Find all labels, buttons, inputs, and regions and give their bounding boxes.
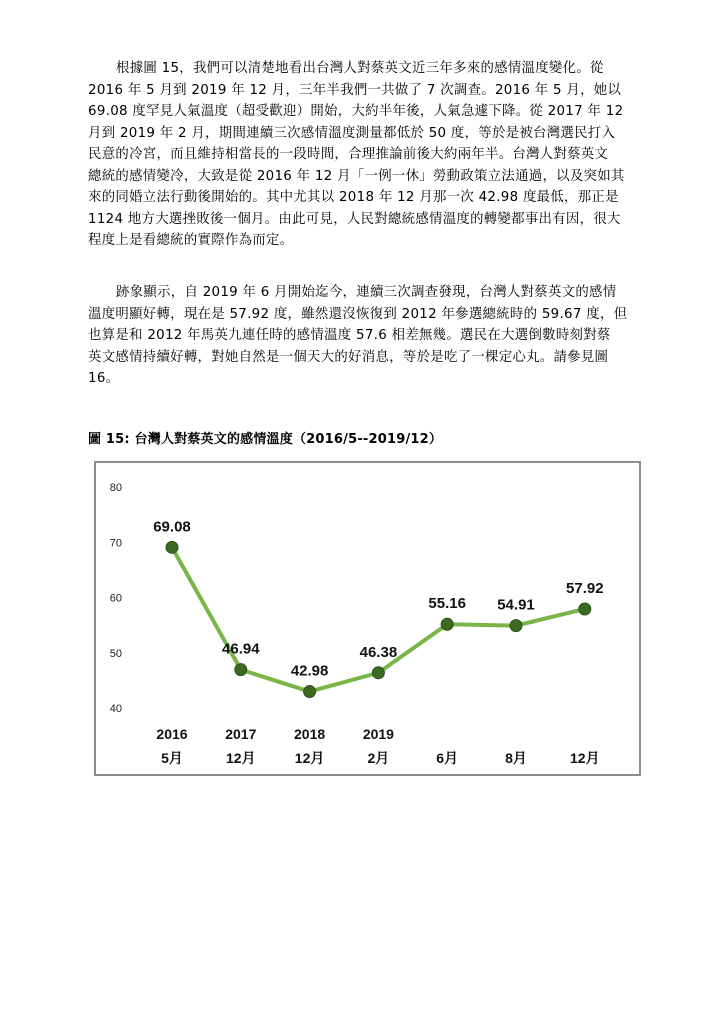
- data-point: [235, 664, 247, 676]
- line-chart: [96, 463, 639, 774]
- y-tick-label: 40: [109, 703, 122, 715]
- data-point: [579, 603, 591, 615]
- y-tick-label: 70: [109, 537, 122, 550]
- x-tick-month: 8月: [505, 750, 527, 766]
- paragraph-2: [88, 282, 636, 390]
- paragraph-line: 也算是和 2012 年馬英九連任時的感情溫度 57.6 相差無幾。選民在大選倒數時刻對蔡: [88, 328, 611, 343]
- data-point: [441, 618, 453, 630]
- data-label: 42.98: [290, 662, 329, 680]
- paragraph-line: 跡象顯示，自 2019 年 6 月開始迄今，連續三次調查發現，台灣人對蔡英文的感情: [116, 285, 617, 300]
- paragraph-line: 民意的冷宮，而且維持相當長的一段時間，合理推論前後大約兩年半。台灣人對蔡英文: [88, 147, 609, 162]
- paragraph-line: 根據圖 15，我們可以清楚地看出台灣人對蔡英文近三年多來的感情溫度變化。從: [116, 61, 604, 76]
- paragraph-line: 英文感情持續好轉，對她自然是一個天大的好消息，等於是吃了一棵定心丸。請參見圖: [88, 349, 609, 365]
- x-tick-month: 12月: [294, 750, 325, 766]
- x-tick-year: 2016: [156, 726, 188, 742]
- paragraph-line: 16。: [88, 371, 120, 386]
- data-point: [166, 541, 178, 553]
- paragraph-line: 1124 地方大選挫敗後一個月。由此可見，人民對總統感情溫度的轉變都事出有因，很大: [88, 211, 621, 227]
- x-tick-month: 12月: [226, 750, 256, 766]
- data-label: 57.92: [566, 579, 604, 597]
- paragraph-line: 總統的感情變冷，大致是從 2016 年 12 月「一例一休」勞動政策立法通過，以及突如其: [88, 168, 625, 184]
- y-tick-label: 50: [109, 647, 122, 660]
- x-tick-year: 2017: [225, 726, 257, 742]
- paragraph-line: 2016 年 5 月到 2019 年 12 月，三年半我們一共做了 7 次調查。2016 年 5 月，她以: [88, 82, 622, 98]
- x-tick-month: 12月: [570, 750, 600, 766]
- data-point: [304, 686, 316, 698]
- data-label: 69.08: [153, 518, 191, 536]
- paragraph-line: 程度上是看總統的實際作為而定。: [88, 233, 294, 248]
- y-tick-label: 80: [109, 482, 122, 494]
- paragraph-1: [88, 58, 636, 252]
- y-tick-label: 60: [109, 592, 122, 605]
- x-tick-year: 2019: [362, 726, 394, 742]
- chart-frame: [94, 461, 641, 776]
- data-point: [372, 667, 384, 679]
- data-label: 46.94: [222, 640, 260, 658]
- x-tick-month: 2月: [367, 750, 390, 766]
- paragraph-line: 69.08 度罕見人氣溫度（超受歡迎）開始，大約半年後，人氣急遽下降。從 2017 年 12: [88, 104, 624, 119]
- paragraph-line: 溫度明顯好轉，現在是 57.92 度，雖然還沒恢復到 2012 年參選總統時的 59.67 度，但: [88, 306, 628, 322]
- paragraph-line: 月到 2019 年 2 月，期間連續三次感情溫度測量都低於 50 度，等於是被台灣選民打入: [88, 125, 616, 141]
- data-label: 54.91: [497, 596, 535, 614]
- paragraph-line: 來的同婚立法行動後開始的。其中尤其以 2018 年 12 月那一次 42.98 度最低，那正是: [88, 190, 619, 205]
- x-tick-month: 5月: [161, 750, 183, 766]
- data-label: 46.38: [359, 643, 398, 661]
- x-tick-month: 6月: [436, 750, 459, 766]
- data-label: 55.16: [428, 595, 466, 613]
- data-point: [510, 620, 522, 632]
- x-tick-year: 2018: [294, 726, 326, 742]
- figure-title: 圖 15: 台灣人對蔡英文的感情溫度（2016/5--2019/12）: [88, 432, 443, 447]
